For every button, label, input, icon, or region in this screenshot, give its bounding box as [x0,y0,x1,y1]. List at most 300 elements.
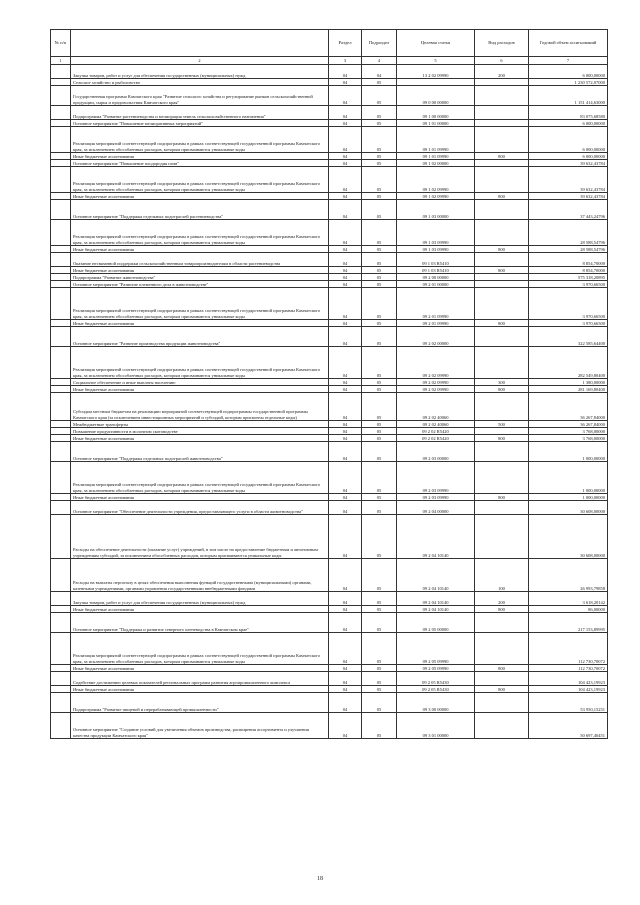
row-amount-cell: 112 730,70072 [529,633,608,665]
row-podrazdel-cell: 05 [362,515,397,559]
row-expense-type-cell: 800 [475,435,529,442]
row-name-cell: Основное мероприятие "Поддержка отдельных подотраслей животноводства" [71,442,329,462]
row-number-cell [51,106,71,120]
header-razdel: Раздел [329,30,362,57]
row-target-article-cell: 09 2 02 40060 [397,421,475,428]
row-razdel-cell: 04 [329,86,362,106]
row-razdel-cell: 04 [329,379,362,386]
row-number-cell [51,153,71,160]
row-expense-type-cell: 800 [475,686,529,693]
row-target-article-cell: 09 1 01 09990 [397,127,475,153]
row-amount-cell: 112 730,70072 [529,665,608,672]
row-expense-type-cell [475,200,529,220]
row-number-cell [51,127,71,153]
row-amount-cell: 1 230 572,07000 [529,79,608,86]
row-name-cell: Закупка товаров, работ и услуг для обеспечения государственных (муниципальных) нужд [71,592,329,606]
row-name-cell: Иные бюджетные ассигнования [71,606,329,613]
table-row [51,713,608,739]
row-razdel-cell: 04 [329,501,362,515]
row-amount-cell: 6 000,00000 [529,65,608,79]
table-row [51,462,608,494]
row-podrazdel-cell: 05 [362,442,397,462]
table-row [51,120,608,127]
row-expense-type-cell: 500 [475,421,529,428]
row-expense-type-cell [475,253,529,267]
table-row [51,386,608,393]
row-podrazdel-cell: 05 [362,686,397,693]
row-podrazdel-cell: 05 [362,288,397,320]
row-razdel-cell: 04 [329,167,362,193]
table-row [51,633,608,665]
row-razdel-cell: 04 [329,65,362,79]
row-podrazdel-cell: 05 [362,86,397,106]
row-amount-cell: 8 854,70000 [529,267,608,274]
row-podrazdel-cell: 05 [362,613,397,633]
row-target-article-cell: 09 2 00 00000 [397,274,475,281]
row-podrazdel-cell: 05 [362,428,397,435]
row-number-cell [51,462,71,494]
table-row [51,559,608,592]
row-amount-cell: 1 000,00000 [529,442,608,462]
row-razdel-cell: 04 [329,515,362,559]
row-podrazdel-cell: 05 [362,462,397,494]
table-row [51,327,608,347]
row-expense-type-cell [475,347,529,379]
row-number-cell [51,693,71,713]
row-amount-cell: 8 854,70000 [529,253,608,267]
row-podrazdel-cell: 05 [362,193,397,200]
row-target-article-cell: 09 2 04 10140 [397,559,475,592]
row-target-article-cell: 09 2 04 10140 [397,515,475,559]
row-amount-cell: 3 970,66500 [529,288,608,320]
row-podrazdel-cell: 05 [362,267,397,274]
table-row [51,65,608,79]
row-name-cell: Подпрограмма "Развитие растениеводства и мелиорация земель сельскохозяйственного назначения" [71,106,329,120]
row-number-cell [51,501,71,515]
row-target-article-cell: 09 2 05 R5430 [397,686,475,693]
row-podrazdel-cell: 05 [362,379,397,386]
row-razdel-cell: 04 [329,120,362,127]
row-name-cell: Основное мероприятие "Поддержка и развитие северного оленеводства в Камчатском крае" [71,613,329,633]
row-amount-cell: 30 608,00000 [529,515,608,559]
row-number-cell [51,167,71,193]
row-expense-type-cell [475,713,529,739]
row-expense-type-cell [475,127,529,153]
table-row [51,428,608,435]
row-target-article-cell: 09 2 04 00000 [397,501,475,515]
row-target-article-cell: 09 2 02 09990 [397,347,475,379]
row-expense-type-cell [475,86,529,106]
row-amount-cell: 281 169,80400 [529,386,608,393]
row-podrazdel-cell: 05 [362,220,397,246]
row-name-cell: Реализация мероприятий соответствующей подпрограммы в рамках соответствующей государственной программы Камчатского края, за исключением обособленных расходов, которым присваиваются уникальные коды [71,127,329,153]
table-row [51,501,608,515]
table-row [51,274,608,281]
row-amount-cell: 53 950,15251 [529,693,608,713]
row-razdel-cell: 04 [329,127,362,153]
row-target-article-cell: 09 1 03 09990 [397,246,475,253]
row-podrazdel-cell: 05 [362,713,397,739]
row-razdel-cell: 04 [329,200,362,220]
table-row [51,193,608,200]
row-name-cell: Основное мероприятие "Повышение мелиоративных мероприятий" [71,120,329,127]
row-target-article-cell: 09 1 01 00000 [397,120,475,127]
row-razdel-cell: 04 [329,633,362,665]
column-number: 7 [529,57,608,65]
table-row [51,515,608,559]
table-row [51,200,608,220]
row-razdel-cell: 04 [329,246,362,253]
table-body [51,65,608,739]
table-row [51,220,608,246]
row-target-article-cell: 09 0 00 00000 [397,86,475,106]
row-razdel-cell: 04 [329,393,362,421]
row-amount-cell: 6 000,00000 [529,127,608,153]
row-podrazdel-cell: 05 [362,693,397,713]
table-row [51,592,608,606]
table-row [51,494,608,501]
row-podrazdel-cell: 05 [362,167,397,193]
row-expense-type-cell: 800 [475,494,529,501]
row-number-cell [51,200,71,220]
row-amount-cell: 83 075,68580 [529,106,608,120]
row-name-cell: Подпрограмма "Развитие пищевой и перерабатывающей промышленности" [71,693,329,713]
table-row [51,435,608,442]
header-podrazdel: Подраздел [362,30,397,57]
row-podrazdel-cell: 05 [362,274,397,281]
table-row [51,253,608,267]
row-target-article-cell [397,79,475,86]
row-amount-cell: 26 993,79858 [529,559,608,592]
table-row [51,347,608,379]
row-razdel-cell: 04 [329,281,362,288]
row-expense-type-cell [475,167,529,193]
table-row [51,167,608,193]
row-target-article-cell: 09 1 01 09990 [397,153,475,160]
row-razdel-cell: 04 [329,267,362,274]
row-number-cell [51,386,71,393]
row-target-article-cell: 09 2 03 09990 [397,494,475,501]
row-number-cell [51,65,71,79]
row-name-cell: Реализация мероприятий соответствующей подпрограммы в рамках соответствующей государственной программы Камчатского края, за исключением обособленных расходов, которым присваиваются уникальные коды [71,220,329,246]
row-name-cell: Иные бюджетные ассигнования [71,665,329,672]
header-annual-amount: Годовой объем ассигнований [529,30,608,57]
row-name-cell: Иные бюджетные ассигнования [71,320,329,327]
column-number: 4 [362,57,397,65]
row-podrazdel-cell: 05 [362,153,397,160]
table-row [51,421,608,428]
row-amount-cell: 217 153,89995 [529,613,608,633]
row-number-cell [51,633,71,665]
row-amount-cell: 3 970,66500 [529,281,608,288]
row-name-cell: Иные бюджетные ассигнования [71,686,329,693]
row-expense-type-cell: 800 [475,665,529,672]
row-target-article-cell: 09 2 04 10140 [397,606,475,613]
row-amount-cell: 6 000,00000 [529,120,608,127]
table-row [51,246,608,253]
row-podrazdel-cell: 05 [362,559,397,592]
row-name-cell: Иные бюджетные ассигнования [71,153,329,160]
row-name-cell: Содействие достижению целевых показателей региональных программ развития агропромышленного комплекса [71,672,329,686]
row-expense-type-cell [475,393,529,421]
row-expense-type-cell [475,515,529,559]
row-expense-type-cell [475,160,529,167]
row-name-cell: Иные бюджетные ассигнования [71,435,329,442]
row-expense-type-cell: 300 [475,379,529,386]
row-number-cell [51,442,71,462]
row-amount-cell: 1 000,00000 [529,494,608,501]
row-number-cell [51,347,71,379]
table-row [51,288,608,320]
row-expense-type-cell [475,274,529,281]
row-target-article-cell: 09 2 03 00000 [397,442,475,462]
table-row [51,79,608,86]
row-expense-type-cell [475,281,529,288]
row-podrazdel-cell: 05 [362,421,397,428]
row-razdel-cell: 04 [329,160,362,167]
budget-table [50,29,608,739]
row-podrazdel-cell: 05 [362,633,397,665]
row-number-cell [51,193,71,200]
row-expense-type-cell: 800 [475,193,529,200]
row-expense-type-cell [475,693,529,713]
row-expense-type-cell: 800 [475,267,529,274]
row-expense-type-cell [475,442,529,462]
row-podrazdel-cell: 05 [362,327,397,347]
row-number-cell [51,515,71,559]
row-podrazdel-cell: 05 [362,665,397,672]
row-name-cell: Иные бюджетные ассигнования [71,246,329,253]
row-name-cell: Иные бюджетные ассигнования [71,193,329,200]
row-podrazdel-cell: 05 [362,494,397,501]
row-target-article-cell: 09 2 02 09990 [397,379,475,386]
row-amount-cell: 1 380,00000 [529,379,608,386]
row-podrazdel-cell: 04 [362,65,397,79]
row-razdel-cell: 04 [329,106,362,120]
row-podrazdel-cell: 05 [362,501,397,515]
row-name-cell: Основное мероприятие "Развитие племенного дела в животноводстве" [71,281,329,288]
header-target-article: Целевая статья [397,30,475,57]
row-podrazdel-cell: 05 [362,435,397,442]
row-target-article-cell: 09 2 04 10140 [397,592,475,606]
row-expense-type-cell: 100 [475,559,529,592]
row-amount-cell: 50 697,40451 [529,713,608,739]
row-number-cell [51,220,71,246]
row-name-cell: Реализация мероприятий соответствующей подпрограммы в рамках соответствующей государственной программы Камчатского края, за исключением обособленных расходов, которым присваиваются уникальные коды [71,347,329,379]
row-name-cell: Основное мероприятие "Поддержка отдельных подотраслей растениеводства" [71,200,329,220]
row-expense-type-cell [475,106,529,120]
row-razdel-cell: 04 [329,693,362,713]
column-number: 3 [329,57,362,65]
row-target-article-cell: 09 3 01 00000 [397,713,475,739]
row-expense-type-cell [475,633,529,665]
row-razdel-cell: 04 [329,672,362,686]
column-number: 2 [71,57,329,65]
row-amount-cell: 36 267,84000 [529,393,608,421]
row-name-cell: Расходы на обеспечение деятельности (оказание услуг) учреждений, в том числе на предоставление бюджетным и автономным учреждениям субсидий, за исключением обособленных расходов, которым присваиваются уникальные коды [71,515,329,559]
row-number-cell [51,379,71,386]
row-number-cell [51,120,71,127]
row-podrazdel-cell: 05 [362,120,397,127]
header-name [71,30,329,57]
row-razdel-cell: 04 [329,665,362,672]
row-target-article-cell: 09 2 01 00000 [397,281,475,288]
row-amount-cell: 39 632,43784 [529,167,608,193]
row-podrazdel-cell: 05 [362,246,397,253]
row-razdel-cell: 04 [329,320,362,327]
row-expense-type-cell [475,120,529,127]
row-razdel-cell: 04 [329,386,362,393]
row-name-cell: Реализация мероприятий соответствующей подпрограммы в рамках соответствующей государственной программы Камчатского края, за исключением обособленных расходов, которым присваиваются уникальные коды [71,633,329,665]
row-expense-type-cell [475,327,529,347]
row-amount-cell: 36 267,84000 [529,421,608,428]
row-number-cell [51,672,71,686]
row-number-cell [51,559,71,592]
row-target-article-cell: 09 2 01 09990 [397,288,475,320]
table-row [51,606,608,613]
row-name-cell: Межбюджетные трансферты [71,421,329,428]
row-razdel-cell: 04 [329,428,362,435]
row-podrazdel-cell: 05 [362,672,397,686]
row-amount-cell: 28 588,54796 [529,220,608,246]
column-number: 1 [51,57,71,65]
row-name-cell: Реализация мероприятий соответствующей подпрограммы в рамках соответствующей государственной программы Камчатского края, за исключением обособленных расходов, которым присваиваются уникальные коды [71,288,329,320]
table-row [51,672,608,686]
row-expense-type-cell [475,462,529,494]
row-name-cell: Повышение продуктивности в молочном скотоводстве [71,428,329,435]
table-row [51,320,608,327]
row-expense-type-cell: 800 [475,386,529,393]
row-target-article-cell: 09 2 05 09990 [397,633,475,665]
column-number-row [51,57,608,65]
row-target-article-cell: 09 2 02 00000 [397,327,475,347]
row-target-article-cell: 09 2 05 09990 [397,665,475,672]
row-target-article-cell: 09 1 03 R5410 [397,267,475,274]
row-name-cell: Иные бюджетные ассигнования [71,267,329,274]
row-expense-type-cell: 800 [475,320,529,327]
row-podrazdel-cell: 05 [362,320,397,327]
row-number-cell [51,267,71,274]
row-target-article-cell: 09 2 02 R5420 [397,435,475,442]
row-target-article-cell: 09 1 02 00000 [397,160,475,167]
row-amount-cell: 322 585,64400 [529,327,608,347]
row-name-cell: Подпрограмма "Развитие животноводства" [71,274,329,281]
row-number-cell [51,421,71,428]
row-amount-cell: 104 423,19923 [529,686,608,693]
row-razdel-cell: 04 [329,220,362,246]
row-name-cell: Основное мероприятие "Повышение плодородия почв" [71,160,329,167]
row-name-cell: Расходы на выплаты персоналу в целях обеспечения выполнения функций государственными (муниципальными) органами, казенными учреждениями, органами управления государственными внебюджетными фондами [71,559,329,592]
row-number-cell [51,274,71,281]
row-number-cell [51,79,71,86]
row-amount-cell: 282 549,80400 [529,347,608,379]
row-amount-cell: 104 423,19923 [529,672,608,686]
row-number-cell [51,320,71,327]
row-target-article-cell: 09 1 03 R5410 [397,253,475,267]
row-expense-type-cell: 200 [475,592,529,606]
table-row [51,106,608,120]
table-row [51,281,608,288]
row-name-cell: Основное мероприятие "Обеспечение деятельности учреждения, предоставляющего услуги в области животноводства" [71,501,329,515]
row-number-cell [51,686,71,693]
row-name-cell: Государственная программа Камчатского края "Развитие сельского хозяйства и регулирование рынков сельскохозяйственной продукции, сырья и продовольствия Камчатского края" [71,86,329,106]
row-amount-cell: 575 318,20895 [529,274,608,281]
row-name-cell: Субсидии местным бюджетам на реализацию мероприятий соответствующей подпрограммы государственной программы Камчатского края (за исключением инвестиционных мероприятий и субсидий, которым присвоены отдельные коды) [71,393,329,421]
row-razdel-cell: 04 [329,462,362,494]
row-amount-cell: 28 588,54796 [529,246,608,253]
row-name-cell: Реализация мероприятий соответствующей подпрограммы в рамках соответствующей государственной программы Камчатского края, за исключением обособленных расходов, которым присваиваются уникальные коды [71,167,329,193]
budget-table-sheet [50,29,607,739]
row-number-cell [51,246,71,253]
row-amount-cell: 39 632,43784 [529,193,608,200]
table-row [51,160,608,167]
row-razdel-cell: 04 [329,153,362,160]
row-podrazdel-cell: 05 [362,106,397,120]
row-razdel-cell: 04 [329,713,362,739]
row-number-cell [51,606,71,613]
row-razdel-cell: 04 [329,435,362,442]
row-amount-cell: 37 443,24796 [529,200,608,220]
row-name-cell: Оказание несвязанной поддержки сельскохозяйственным товаропроизводителям в области растениеводства [71,253,329,267]
table-row [51,127,608,153]
row-number-cell [51,253,71,267]
row-name-cell: Иные бюджетные ассигнования [71,494,329,501]
row-razdel-cell: 04 [329,327,362,347]
row-podrazdel-cell: 05 [362,393,397,421]
page-number: 18 [317,876,323,882]
table-row [51,442,608,462]
row-target-article-cell: 09 1 03 09990 [397,220,475,246]
row-target-article-cell: 09 3 00 00000 [397,693,475,713]
row-target-article-cell: 09 2 05 00000 [397,613,475,633]
row-target-article-cell: 09 1 03 00000 [397,200,475,220]
row-razdel-cell: 04 [329,494,362,501]
row-expense-type-cell [475,288,529,320]
row-target-article-cell: 13 2 02 09990 [397,65,475,79]
row-razdel-cell: 04 [329,288,362,320]
row-razdel-cell: 04 [329,253,362,267]
row-name-cell: Реализация мероприятий соответствующей подпрограммы в рамках соответствующей государственной программы Камчатского края, за исключением обособленных расходов, которым присваиваются уникальные коды [71,462,329,494]
row-name-cell: Закупка товаров, работ и услуг для обеспечения государственных (муниципальных) нужд [71,65,329,79]
table-row [51,267,608,274]
table-row [51,379,608,386]
row-number-cell [51,592,71,606]
table-header [51,30,608,65]
row-name-cell: Основное мероприятие "Создание условий для увеличения объемов производства, расширения ассортимента и улучшения качества продукции Камчатского края" [71,713,329,739]
row-podrazdel-cell: 05 [362,386,397,393]
row-number-cell [51,494,71,501]
row-podrazdel-cell: 05 [362,281,397,288]
header-num: № п/п [51,30,71,57]
row-podrazdel-cell: 05 [362,200,397,220]
row-target-article-cell: 09 1 00 00000 [397,106,475,120]
row-razdel-cell: 04 [329,606,362,613]
row-expense-type-cell [475,672,529,686]
table-row [51,86,608,106]
row-number-cell [51,665,71,672]
row-podrazdel-cell: 05 [362,606,397,613]
row-target-article-cell: 09 2 05 R5430 [397,672,475,686]
row-podrazdel-cell: 05 [362,160,397,167]
row-expense-type-cell: 200 [475,65,529,79]
row-razdel-cell: 04 [329,592,362,606]
row-target-article-cell: 09 2 02 09990 [397,386,475,393]
header-expense-type: Вид расходов [475,30,529,57]
row-expense-type-cell [475,79,529,86]
row-expense-type-cell: 800 [475,246,529,253]
row-expense-type-cell [475,501,529,515]
row-name-cell: Иные бюджетные ассигнования [71,386,329,393]
